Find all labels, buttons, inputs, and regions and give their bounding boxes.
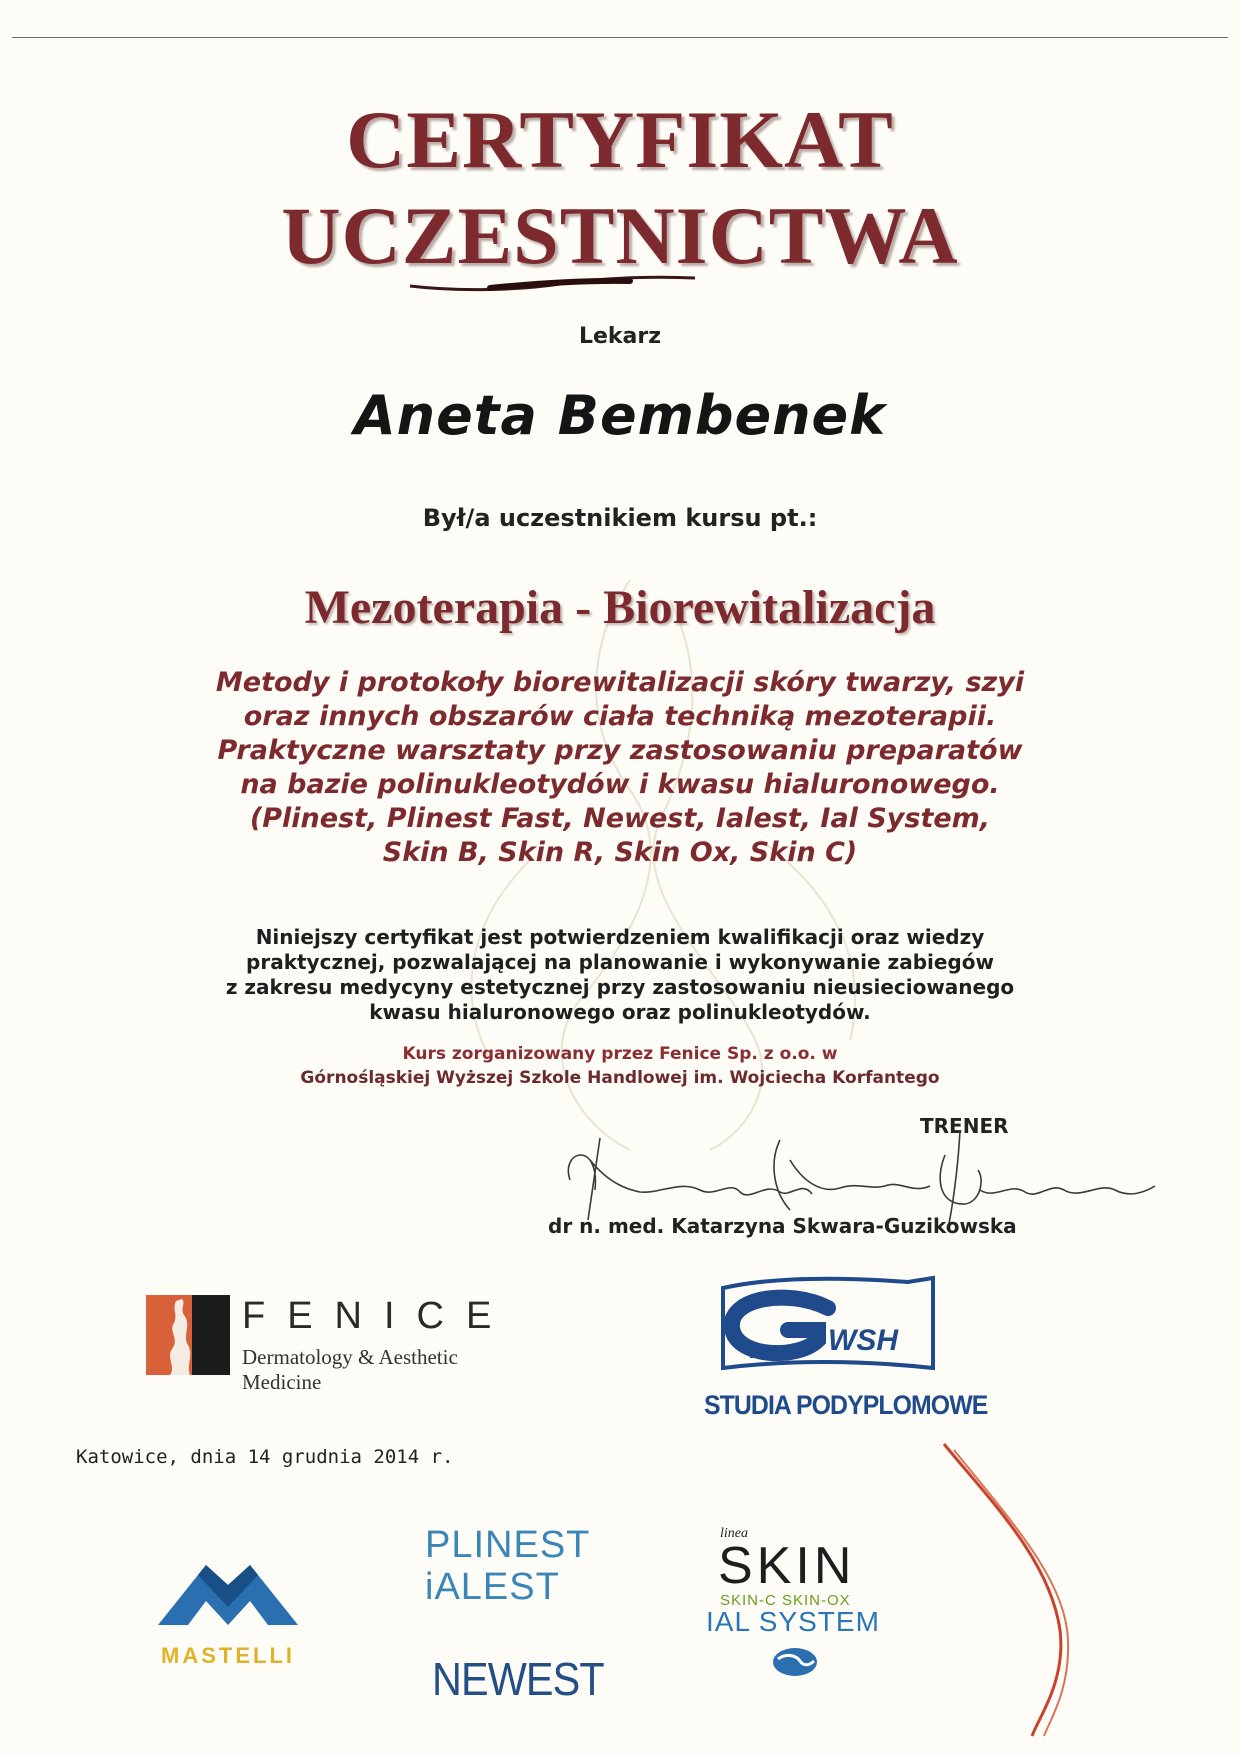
organizer-note (0, 1042, 1240, 1090)
top-border-line (12, 37, 1228, 38)
trainer-name: dr n. med. Katarzyna Skwara-Guzikowska (548, 1214, 1017, 1238)
decorative-swoosh (940, 1440, 1080, 1740)
mastelli-wordmark: MASTELLI (161, 1643, 295, 1668)
course-description-line: na bazie polinukleotydów i kwasu hialuronowego. (240, 769, 1000, 800)
gwsh-caption: STUDIA PODYPLOMOWE (704, 1390, 988, 1420)
gwsh-logo (704, 1268, 988, 1420)
skin-variants: SKIN-C SKIN-OX (720, 1592, 851, 1609)
statement-line: z zakresu medycyny estetycznej przy zastosowaniu nieusieciowanego (225, 975, 1015, 999)
skin-wordmark: SKIN (718, 1537, 856, 1595)
gwsh-year: 1991 (748, 1346, 782, 1362)
recipient-name: Aneta Bembenek (353, 384, 887, 447)
course-intro: Był/a uczestnikiem kursu pt.: (422, 504, 818, 532)
trainer-label: TRENER (920, 1114, 1009, 1138)
plinest-wordmark: PLINEST (425, 1524, 591, 1566)
fenice-logo (146, 1295, 536, 1394)
course-title: Mezoterapia - Biorewitalizacja (304, 581, 936, 634)
fenice-figure-icon (146, 1295, 230, 1375)
fenice-wordmark: FENICE (242, 1295, 514, 1337)
mastelli-mark-icon (148, 1545, 308, 1641)
fenice-tagline: Dermatology & Aesthetic Medicine (242, 1345, 458, 1394)
organizer-line: Kurs zorganizowany przez Fenice Sp. z o.o. w (402, 1044, 838, 1064)
ial-system-wordmark: IAL SYSTEM (706, 1606, 880, 1637)
organizer-line: Górnośląskiej Wyższej Szkole Handlowej im. Wojciecha Korfantego (300, 1068, 940, 1088)
recipient-role: Lekarz (578, 324, 662, 349)
gwsh-acronym: WSH (828, 1324, 898, 1357)
course-description-line: Praktyczne warsztaty przy zastosowaniu preparatów (217, 735, 1023, 766)
course-description-line: oraz innych obszarów ciała techniką mezoterapii. (243, 701, 997, 732)
certificate-title-line2: UCZESTNICTWA (281, 190, 959, 281)
ialest-wordmark: iALEST (425, 1566, 560, 1608)
statement-line: Niniejszy certyfikat jest potwierdzeniem kwalifikacji oraz wiedzy (255, 925, 985, 949)
newest-wordmark: NEWEST (432, 1653, 604, 1705)
course-description-line: (Plinest, Plinest Fast, Newest, Ialest, Ial System, (249, 803, 991, 834)
certificate-statement (0, 925, 1240, 1025)
mastelli-logo (148, 1545, 308, 1668)
statement-line: kwasu hialuronowego oraz polinukleotydów. (369, 1000, 871, 1024)
course-description-line: Skin B, Skin R, Skin Ox, Skin C) (382, 837, 858, 868)
course-description (0, 666, 1240, 870)
statement-line: praktycznej, pozwalającej na planowanie i wykonywanie zabiegów (246, 950, 994, 974)
issue-date: Katowice, dnia 14 grudnia 2014 r. (76, 1446, 454, 1468)
certificate-title-line1: CERTYFIKAT (346, 94, 894, 185)
globe-icon (770, 1645, 820, 1679)
skin-linea-label: linea (720, 1526, 748, 1541)
title-flourish-underline (400, 268, 700, 298)
course-description-line: Metody i protokoły biorewitalizacji skóry twarzy, szyi (215, 667, 1025, 698)
